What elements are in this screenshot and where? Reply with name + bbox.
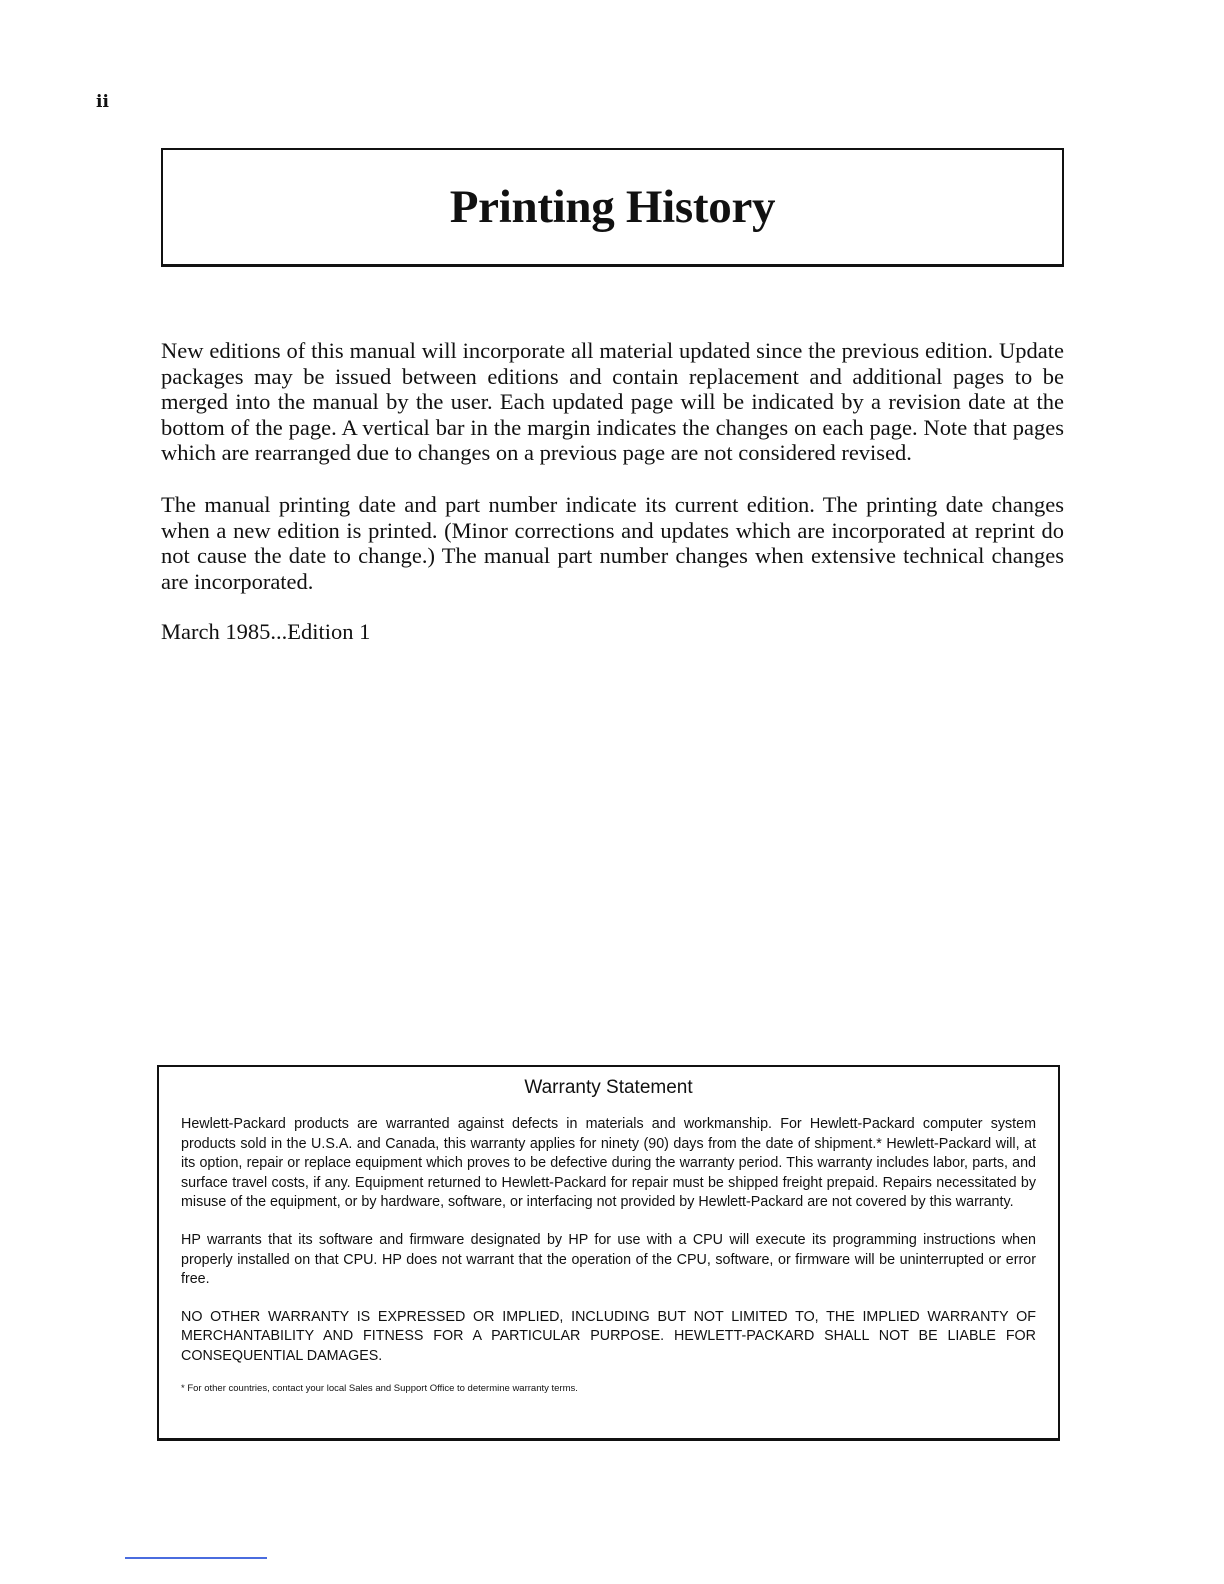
warranty-paragraph-hardware: Hewlett-Packard products are warranted against defects in materials and workmanship. For Hewlett-Packard computer system products sold in the U.S.A. and Canada, this warranty applies for ninety (90) days from the date of shipment.* Hewlett-Packard will, at its option, repair or replace equipment which proves to be defective during the warranty period. This warranty includes labor, parts, and surface travel costs, if any. Equipment returned to Hewlett-Packard for repair must be shipped freight prepaid. Repairs necessitated by misuse of the equipment, or by hardware, software, or interfacing not provided by Hewlett-Packard are not covered by this warranty. (181, 1116, 1036, 1211)
warranty-paragraph-software: HP warrants that its software and firmware designated by HP for use with a CPU will execute its programming instructions when properly installed on that CPU. HP does not warrant that the operation of the CPU, software, or firmware will be uninterrupted or error free. (181, 1231, 1036, 1288)
edition-info-paragraph: The manual printing date and part number indicate its current edition. The printing date changes when a new edition is printed. (Minor corrections and updates which are incorporated at reprint do not cause the date to change.) The manual part number changes when extensive technical changes are incorporated. (161, 492, 1064, 594)
warranty-box (157, 1065, 1060, 1441)
warranty-footnote: * For other countries, contact your local Sales and Support Office to determine warranty terms. (181, 1382, 578, 1394)
title-box (161, 148, 1064, 267)
page-number: ii (96, 92, 109, 112)
warranty-paragraph-disclaimer: NO OTHER WARRANTY IS EXPRESSED OR IMPLIED, INCLUDING BUT NOT LIMITED TO, THE IMPLIED WARRANTY OF MERCHANTABILITY AND FITNESS FOR A PARTICULAR PURPOSE. HEWLETT-PACKARD SHALL NOT BE LIABLE FOR CONSEQUENTIAL DAMAGES. (181, 1308, 1036, 1364)
page-title: Printing History (449, 181, 776, 233)
warranty-title: Warranty Statement (524, 1077, 693, 1098)
edition-line: March 1985...Edition 1 (161, 619, 371, 644)
bottom-rule-line (125, 1557, 267, 1559)
intro-paragraph: New editions of this manual will incorporate all material updated since the previous edition. Update packages may be issued between editions and contain replacement and additional pages to be merged into the manual by the user. Each updated page will be indicated by a revision date at the bottom of the page. A vertical bar in the margin indicates the changes on each page. Note that pages which are rearranged due to changes on a previous page are not considered revised. (161, 338, 1064, 465)
